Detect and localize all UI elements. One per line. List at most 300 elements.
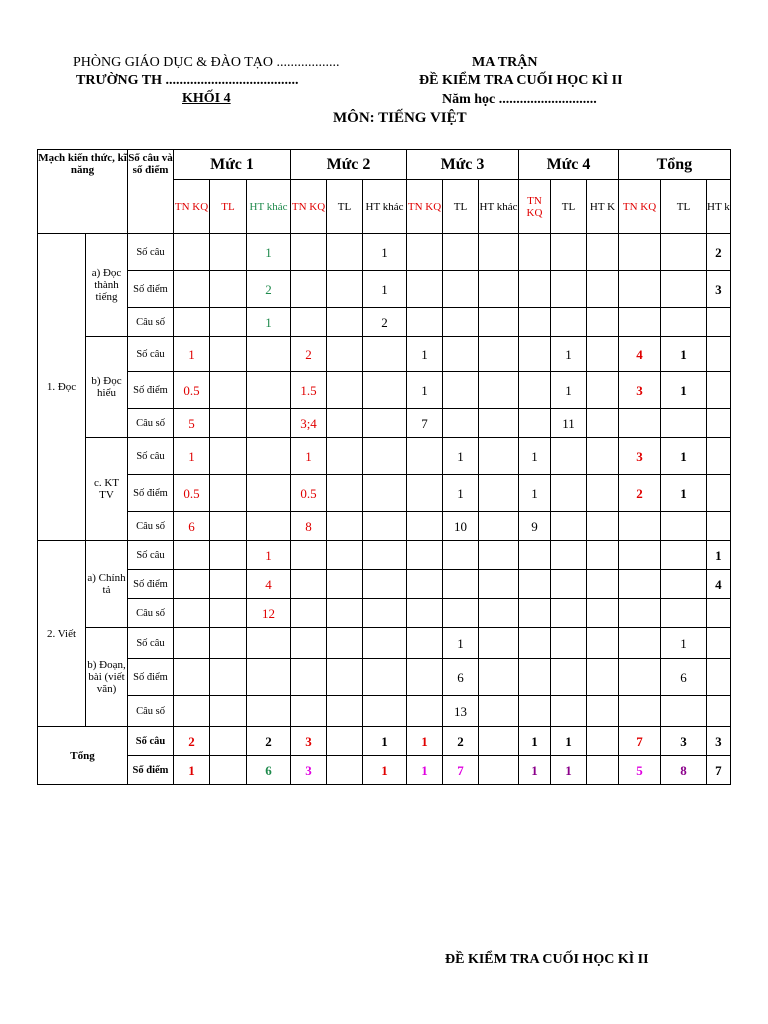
- matrix-cell: 3: [661, 727, 707, 756]
- matrix-cell: [619, 541, 661, 570]
- group-doc-c: c. KT TV: [86, 438, 128, 541]
- matrix-cell: 1: [661, 438, 707, 475]
- matrix-cell: 3: [619, 372, 661, 409]
- matrix-cell: 0.5: [174, 475, 210, 512]
- sub-ht-k: HT k: [707, 180, 731, 234]
- group-doc: 1. Đọc: [38, 234, 86, 541]
- matrix-cell: [291, 659, 327, 696]
- matrix-cell: [479, 308, 519, 337]
- matrix-cell: [174, 628, 210, 659]
- matrix-cell: [587, 727, 619, 756]
- matrix-cell: [407, 659, 443, 696]
- matrix-cell: [587, 475, 619, 512]
- matrix-cell: 7: [619, 727, 661, 756]
- matrix-cell: [587, 372, 619, 409]
- matrix-cell: 1: [407, 372, 443, 409]
- matrix-cell: 6: [247, 756, 291, 785]
- matrix-cell: [587, 659, 619, 696]
- matrix-cell: [519, 337, 551, 372]
- group-viet-a: a) Chính tả: [86, 541, 128, 628]
- group-viet: 2. Viết: [38, 541, 86, 727]
- matrix-cell: [247, 372, 291, 409]
- matrix-cell: 7: [443, 756, 479, 785]
- matrix-cell: 1: [661, 475, 707, 512]
- matrix-cell: 3: [707, 271, 731, 308]
- matrix-cell: 1: [519, 756, 551, 785]
- matrix-cell: 2: [707, 234, 731, 271]
- sub-tnkq: TN KQ: [407, 180, 443, 234]
- matrix-cell: [210, 234, 247, 271]
- matrix-cell: [619, 570, 661, 599]
- matrix-cell: [210, 512, 247, 541]
- matrix-cell: [479, 659, 519, 696]
- matrix-cell: 13: [443, 696, 479, 727]
- matrix-cell: [210, 438, 247, 475]
- matrix-cell: [247, 409, 291, 438]
- exam-title: ĐỀ KIỂM TRA CUỐI HỌC KÌ II: [419, 73, 623, 88]
- matrix-cell: [587, 541, 619, 570]
- matrix-cell: [661, 308, 707, 337]
- sub-tnkq: TN KQ: [291, 180, 327, 234]
- row-label: Số điểm: [128, 475, 174, 512]
- matrix-cell: [587, 696, 619, 727]
- level-2-header: Mức 2: [291, 150, 407, 180]
- matrix-cell: [479, 234, 519, 271]
- matrix-cell: [587, 512, 619, 541]
- matrix-cell: 1: [661, 628, 707, 659]
- matrix-cell: [519, 271, 551, 308]
- matrix-cell: 1.5: [291, 372, 327, 409]
- matrix-cell: [661, 696, 707, 727]
- matrix-cell: [479, 409, 519, 438]
- matrix-cell: [291, 271, 327, 308]
- matrix-cell: 1: [443, 628, 479, 659]
- matrix-cell: 2: [443, 727, 479, 756]
- matrix-cell: [210, 475, 247, 512]
- matrix-cell: [363, 599, 407, 628]
- matrix-cell: [551, 271, 587, 308]
- matrix-cell: [327, 756, 363, 785]
- matrix-cell: 6: [443, 659, 479, 696]
- matrix-cell: [174, 696, 210, 727]
- matrix-cell: [210, 372, 247, 409]
- matrix-cell: [519, 628, 551, 659]
- matrix-cell: [551, 438, 587, 475]
- matrix-cell: [407, 599, 443, 628]
- matrix-cell: [291, 308, 327, 337]
- matrix-cell: [247, 628, 291, 659]
- matrix-cell: 3: [291, 727, 327, 756]
- row-label: Số điểm: [128, 756, 174, 785]
- matrix-cell: [707, 599, 731, 628]
- matrix-cell: 5: [619, 756, 661, 785]
- matrix-cell: [587, 337, 619, 372]
- matrix-cell: [619, 696, 661, 727]
- matrix-cell: [519, 541, 551, 570]
- matrix-cell: [210, 337, 247, 372]
- matrix-cell: [363, 372, 407, 409]
- matrix-cell: 4: [707, 570, 731, 599]
- matrix-cell: [551, 659, 587, 696]
- matrix-cell: [363, 628, 407, 659]
- matrix-cell: 1: [363, 271, 407, 308]
- matrix-title: MA TRẬN: [472, 55, 538, 70]
- group-doc-b: b) Đọc hiểu: [86, 337, 128, 438]
- matrix-cell: [707, 409, 731, 438]
- matrix-cell: [619, 628, 661, 659]
- matrix-cell: 1: [363, 756, 407, 785]
- department-line: PHÒNG GIÁO DỤC & ĐÀO TẠO ..................: [73, 55, 340, 70]
- matrix-cell: [551, 475, 587, 512]
- matrix-cell: [661, 512, 707, 541]
- matrix-cell: [174, 308, 210, 337]
- matrix-cell: 1: [519, 727, 551, 756]
- matrix-cell: [519, 234, 551, 271]
- matrix-cell: 9: [519, 512, 551, 541]
- matrix-cell: [363, 438, 407, 475]
- group-viet-b: b) Đoạn, bài (viết văn): [86, 628, 128, 727]
- row-label: Số câu: [128, 541, 174, 570]
- matrix-cell: [407, 308, 443, 337]
- matrix-cell: [247, 438, 291, 475]
- matrix-cell: 2: [291, 337, 327, 372]
- subject-title: MÔN: TIẾNG VIỆT: [333, 110, 467, 126]
- matrix-cell: [210, 756, 247, 785]
- school-line: TRƯỜNG TH ......................................: [76, 73, 299, 88]
- row-label: Số điểm: [128, 659, 174, 696]
- row-label: Số câu: [128, 234, 174, 271]
- matrix-cell: 1: [551, 756, 587, 785]
- matrix-cell: 3;4: [291, 409, 327, 438]
- matrix-cell: [551, 308, 587, 337]
- matrix-cell: [479, 628, 519, 659]
- matrix-cell: 11: [551, 409, 587, 438]
- matrix-cell: [519, 409, 551, 438]
- matrix-cell: [661, 271, 707, 308]
- matrix-cell: 7: [707, 756, 731, 785]
- matrix-cell: [407, 628, 443, 659]
- matrix-cell: [479, 696, 519, 727]
- matrix-cell: [407, 475, 443, 512]
- matrix-cell: [363, 541, 407, 570]
- matrix-cell: [247, 512, 291, 541]
- row-label: Số câu: [128, 727, 174, 756]
- matrix-cell: [707, 372, 731, 409]
- matrix-cell: [479, 756, 519, 785]
- matrix-cell: 0.5: [291, 475, 327, 512]
- matrix-cell: [479, 372, 519, 409]
- matrix-cell: [174, 271, 210, 308]
- matrix-cell: [707, 696, 731, 727]
- matrix-cell: [363, 570, 407, 599]
- matrix-cell: [327, 234, 363, 271]
- matrix-cell: [619, 659, 661, 696]
- matrix-cell: [551, 512, 587, 541]
- matrix-cell: 1: [363, 234, 407, 271]
- matrix-cell: [551, 234, 587, 271]
- row-label: Số điểm: [128, 271, 174, 308]
- matrix-cell: [210, 696, 247, 727]
- level-1-header: Mức 1: [174, 150, 291, 180]
- footer-exam-title: ĐỀ KIỂM TRA CUỐI HỌC KÌ II: [445, 952, 649, 967]
- row-label: Câu số: [128, 308, 174, 337]
- matrix-cell: [443, 271, 479, 308]
- matrix-cell: [479, 599, 519, 628]
- level-4-header: Mức 4: [519, 150, 619, 180]
- matrix-cell: [407, 438, 443, 475]
- matrix-cell: 1: [247, 541, 291, 570]
- matrix-cell: [327, 475, 363, 512]
- count-header: Số câu và số điểm: [128, 150, 174, 234]
- matrix-cell: [327, 409, 363, 438]
- matrix-cell: 1: [407, 756, 443, 785]
- knowledge-header: Mạch kiến thức, kĩ năng: [38, 150, 128, 234]
- matrix-cell: [519, 570, 551, 599]
- matrix-cell: [587, 570, 619, 599]
- matrix-cell: [363, 475, 407, 512]
- matrix-cell: 1: [247, 234, 291, 271]
- matrix-cell: [327, 308, 363, 337]
- level-3-header: Mức 3: [407, 150, 519, 180]
- matrix-cell: [443, 570, 479, 599]
- matrix-cell: [327, 599, 363, 628]
- matrix-cell: 1: [707, 541, 731, 570]
- matrix-cell: [479, 727, 519, 756]
- matrix-cell: [661, 599, 707, 628]
- matrix-cell: 3: [707, 727, 731, 756]
- sub-ht-khac: HT khác: [363, 180, 407, 234]
- matrix-cell: [661, 570, 707, 599]
- matrix-cell: [551, 628, 587, 659]
- matrix-cell: [210, 727, 247, 756]
- matrix-cell: [407, 271, 443, 308]
- matrix-cell: [407, 234, 443, 271]
- matrix-cell: [587, 756, 619, 785]
- matrix-cell: [619, 512, 661, 541]
- matrix-cell: [551, 570, 587, 599]
- matrix-cell: [479, 570, 519, 599]
- matrix-cell: [210, 541, 247, 570]
- matrix-cell: [443, 372, 479, 409]
- sub-ht-khac: HT khác: [479, 180, 519, 234]
- matrix-cell: [407, 512, 443, 541]
- matrix-cell: 0.5: [174, 372, 210, 409]
- matrix-cell: [247, 337, 291, 372]
- matrix-cell: [327, 541, 363, 570]
- matrix-cell: 2: [247, 271, 291, 308]
- exam-matrix-table: [37, 149, 731, 785]
- matrix-cell: [707, 337, 731, 372]
- matrix-cell: [443, 409, 479, 438]
- matrix-cell: [407, 541, 443, 570]
- total-header: Tổng: [619, 150, 731, 180]
- matrix-cell: [661, 409, 707, 438]
- matrix-cell: [327, 696, 363, 727]
- matrix-cell: 1: [174, 438, 210, 475]
- row-label: Câu số: [128, 409, 174, 438]
- matrix-cell: [174, 570, 210, 599]
- sub-tnkq: TN KQ: [619, 180, 661, 234]
- sub-tl: TL: [551, 180, 587, 234]
- matrix-cell: [443, 541, 479, 570]
- matrix-cell: 1: [443, 438, 479, 475]
- matrix-cell: [327, 512, 363, 541]
- group-total: Tổng: [38, 727, 128, 785]
- matrix-cell: [210, 570, 247, 599]
- matrix-cell: [587, 308, 619, 337]
- matrix-cell: 4: [619, 337, 661, 372]
- matrix-cell: 12: [247, 599, 291, 628]
- matrix-cell: [587, 628, 619, 659]
- matrix-cell: [707, 438, 731, 475]
- matrix-cell: [479, 271, 519, 308]
- matrix-cell: [619, 271, 661, 308]
- matrix-cell: [174, 599, 210, 628]
- matrix-cell: [291, 696, 327, 727]
- school-year: Năm học ............................: [442, 92, 597, 107]
- row-label: Số điểm: [128, 372, 174, 409]
- row-label: Số điểm: [128, 570, 174, 599]
- matrix-cell: [519, 659, 551, 696]
- matrix-cell: [443, 234, 479, 271]
- matrix-cell: [551, 696, 587, 727]
- matrix-cell: [174, 541, 210, 570]
- matrix-cell: [519, 599, 551, 628]
- matrix-cell: 2: [247, 727, 291, 756]
- row-label: Câu số: [128, 512, 174, 541]
- matrix-cell: [210, 409, 247, 438]
- matrix-cell: [551, 541, 587, 570]
- matrix-cell: [587, 438, 619, 475]
- matrix-cell: [291, 599, 327, 628]
- matrix-cell: [619, 308, 661, 337]
- matrix-cell: [210, 599, 247, 628]
- matrix-cell: [519, 696, 551, 727]
- matrix-cell: [519, 372, 551, 409]
- matrix-cell: 1: [407, 727, 443, 756]
- matrix-cell: [479, 337, 519, 372]
- matrix-cell: 3: [619, 438, 661, 475]
- matrix-cell: [363, 696, 407, 727]
- matrix-cell: [479, 438, 519, 475]
- sub-tnkq: TN KQ: [519, 180, 551, 234]
- row-label: Số câu: [128, 438, 174, 475]
- matrix-cell: [327, 570, 363, 599]
- matrix-cell: [327, 727, 363, 756]
- matrix-cell: [707, 628, 731, 659]
- matrix-cell: 1: [551, 372, 587, 409]
- matrix-cell: [327, 337, 363, 372]
- matrix-cell: [327, 372, 363, 409]
- sub-tl: TL: [661, 180, 707, 234]
- sub-tnkq: TN KQ: [174, 180, 210, 234]
- matrix-cell: [587, 599, 619, 628]
- matrix-cell: 1: [519, 475, 551, 512]
- matrix-cell: 4: [247, 570, 291, 599]
- matrix-cell: 2: [174, 727, 210, 756]
- matrix-cell: [587, 409, 619, 438]
- matrix-cell: [327, 271, 363, 308]
- matrix-cell: [327, 628, 363, 659]
- matrix-cell: [707, 475, 731, 512]
- matrix-cell: 1: [551, 337, 587, 372]
- sub-tl: TL: [210, 180, 247, 234]
- matrix-cell: [210, 308, 247, 337]
- matrix-cell: [210, 659, 247, 696]
- matrix-cell: [291, 541, 327, 570]
- sub-tl: TL: [443, 180, 479, 234]
- matrix-cell: [707, 512, 731, 541]
- row-label: Câu số: [128, 599, 174, 628]
- matrix-cell: 1: [443, 475, 479, 512]
- group-doc-a: a) Đọc thành tiếng: [86, 234, 128, 337]
- matrix-cell: 6: [661, 659, 707, 696]
- matrix-cell: [363, 409, 407, 438]
- matrix-cell: [479, 475, 519, 512]
- matrix-cell: 1: [661, 337, 707, 372]
- matrix-cell: [587, 234, 619, 271]
- matrix-cell: 8: [661, 756, 707, 785]
- matrix-cell: [291, 628, 327, 659]
- matrix-cell: [619, 599, 661, 628]
- matrix-cell: 1: [519, 438, 551, 475]
- matrix-cell: [327, 659, 363, 696]
- matrix-cell: [707, 308, 731, 337]
- sub-ht-k: HT K: [587, 180, 619, 234]
- matrix-cell: [247, 659, 291, 696]
- matrix-cell: [519, 308, 551, 337]
- row-label: Câu số: [128, 696, 174, 727]
- matrix-cell: [210, 628, 247, 659]
- matrix-cell: 3: [291, 756, 327, 785]
- matrix-cell: 1: [174, 756, 210, 785]
- matrix-cell: [327, 438, 363, 475]
- matrix-cell: 5: [174, 409, 210, 438]
- matrix-cell: 1: [174, 337, 210, 372]
- matrix-cell: 1: [661, 372, 707, 409]
- matrix-cell: 1: [363, 727, 407, 756]
- matrix-cell: [291, 570, 327, 599]
- matrix-cell: 1: [551, 727, 587, 756]
- matrix-cell: [587, 271, 619, 308]
- matrix-cell: 7: [407, 409, 443, 438]
- matrix-cell: [407, 696, 443, 727]
- sub-ht-khac: HT khác: [247, 180, 291, 234]
- sub-tl: TL: [327, 180, 363, 234]
- matrix-cell: [210, 271, 247, 308]
- matrix-cell: 1: [291, 438, 327, 475]
- matrix-cell: [407, 570, 443, 599]
- matrix-cell: [707, 659, 731, 696]
- matrix-cell: [363, 659, 407, 696]
- matrix-cell: [443, 308, 479, 337]
- matrix-cell: [619, 234, 661, 271]
- matrix-cell: [479, 541, 519, 570]
- matrix-cell: [174, 659, 210, 696]
- matrix-cell: [443, 599, 479, 628]
- matrix-cell: 10: [443, 512, 479, 541]
- matrix-cell: [363, 512, 407, 541]
- matrix-cell: 2: [363, 308, 407, 337]
- matrix-cell: [661, 234, 707, 271]
- matrix-cell: [247, 475, 291, 512]
- row-label: Số câu: [128, 628, 174, 659]
- matrix-cell: 8: [291, 512, 327, 541]
- matrix-cell: [247, 696, 291, 727]
- matrix-cell: [174, 234, 210, 271]
- matrix-cell: [443, 337, 479, 372]
- grade-title: KHỐI 4: [182, 91, 231, 106]
